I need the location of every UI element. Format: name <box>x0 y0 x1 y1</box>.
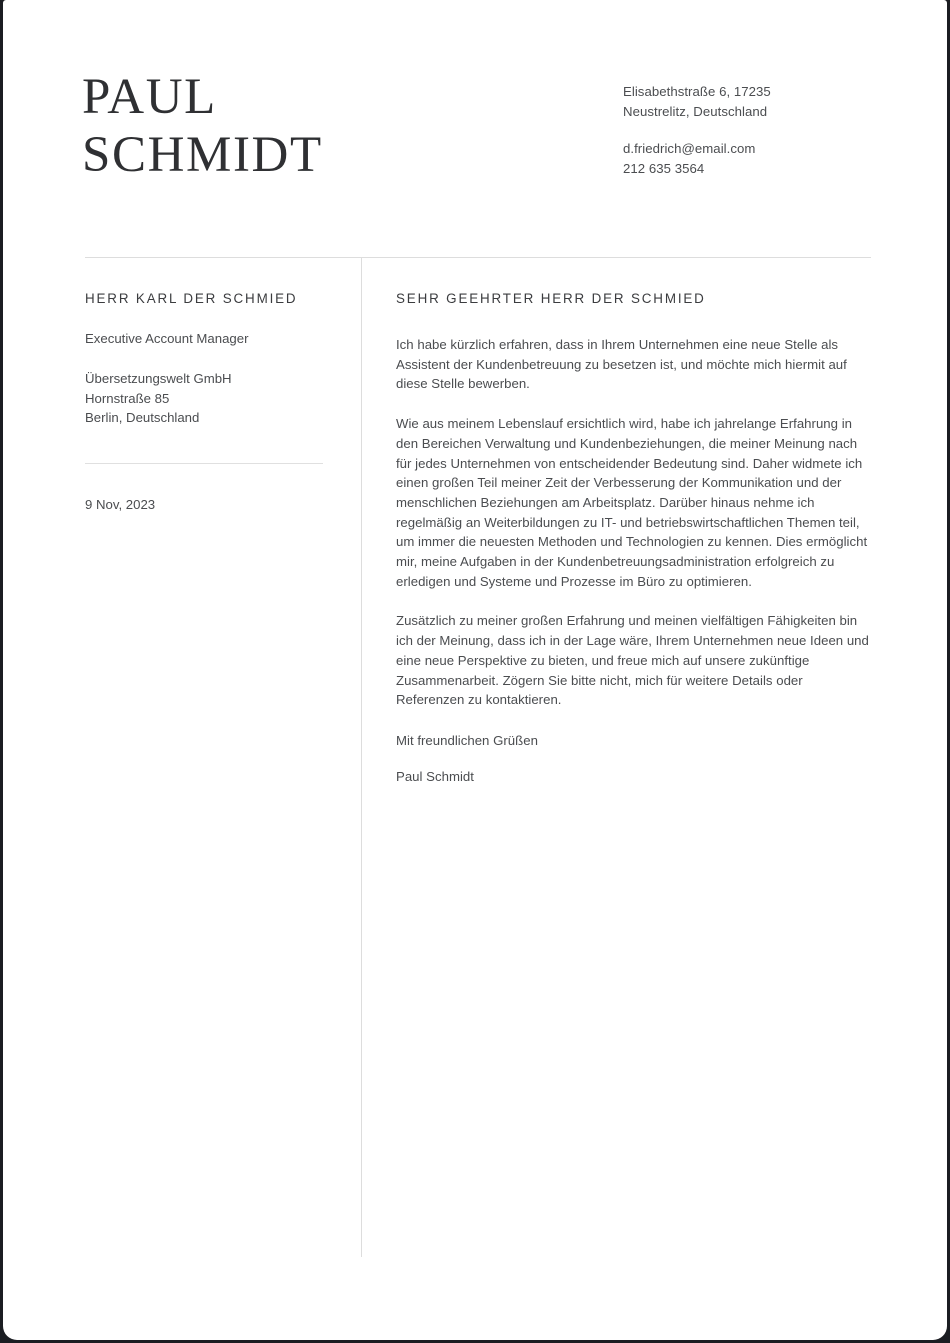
recipient-street: Hornstraße 85 <box>85 390 170 406</box>
letter-signature: Paul Schmidt <box>396 768 474 784</box>
contact-spacer <box>623 122 913 139</box>
letter-body <box>396 290 873 786</box>
recipient-company: Übersetzungswelt GmbH <box>85 371 232 386</box>
recipient-date-divider <box>85 463 323 464</box>
column-divider <box>361 258 362 1257</box>
recipient-heading: HERR KARL DER SCHMIED <box>85 291 298 306</box>
letter-paragraph-1: Ich habe kürzlich erfahren, dass in Ihrem Unternehmen eine neue Stelle als Assistent der Kundenbetreuung zu besetzen ist, und möchte mich hiermit auf diese Stelle bewerben. <box>396 337 847 392</box>
letter-header <box>3 0 947 257</box>
letter-paragraph-3: Zusätzlich zu meiner großen Erfahrung und meinen vielfältigen Fähigkeiten bin ich der Meinung, dass ich in der Lage wäre, Ihrem Unternehmen neue Ideen und eine neue Perspektive zu bieten, und freue mich auf unsere zukünftige Zusammenarbeit. Zögern Sie bitte nicht, mich für weitere Details oder Referenzen zu kontaktieren. <box>396 613 869 708</box>
sender-last-name: SCHMIDT <box>82 127 323 183</box>
sender-address-line1: Elisabethstraße 6, 17235 <box>623 84 771 99</box>
document-page <box>3 0 947 1340</box>
letter-paragraph-2: Wie aus meinem Lebenslauf ersichtlich wird, habe ich jahrelange Erfahrung in den Bereichen Verwaltung und Kundenbeziehungen, die meiner Meinung nach für jedes Unternehmen von entscheidender Bedeutung sind. Daher widmete ich einen großen Teil meiner Zeit der Verbesserung der Kommunikation und der menschlichen Beziehungen am Arbeitsplatz. Darüber hinaus nehme ich regelmäßig an Weiterbildungen zu IT- und betriebswirtschaftlichen Themen teil, um immer die neuesten Methoden und Technologien zu kennen. Dies ermöglicht mir, meine Aufgaben in der Kundenbetreuungsadministration erfolgreich zu erledigen und Systeme und Prozesse im Büro zu optimieren. <box>396 416 868 589</box>
sender-phone[interactable]: 212 635 3564 <box>623 161 705 176</box>
sender-contact-block <box>623 82 913 179</box>
sender-address-line2: Neustrelitz, Deutschland <box>623 104 768 119</box>
sender-email[interactable]: d.friedrich@email.com <box>623 141 756 156</box>
letter-salutation: SEHR GEEHRTER HERR DER SCHMIED <box>396 291 706 306</box>
sender-name <box>82 68 512 184</box>
recipient-role: Executive Account Manager <box>85 331 249 346</box>
letter-date: 9 Nov, 2023 <box>85 497 156 512</box>
recipient-address <box>85 369 340 428</box>
sender-first-name: PAUL <box>82 69 217 125</box>
header-divider <box>85 257 871 258</box>
letter-closing: Mit freundlichen Grüßen <box>396 732 538 748</box>
recipient-block <box>85 290 340 428</box>
recipient-city: Berlin, Deutschland <box>85 410 200 426</box>
